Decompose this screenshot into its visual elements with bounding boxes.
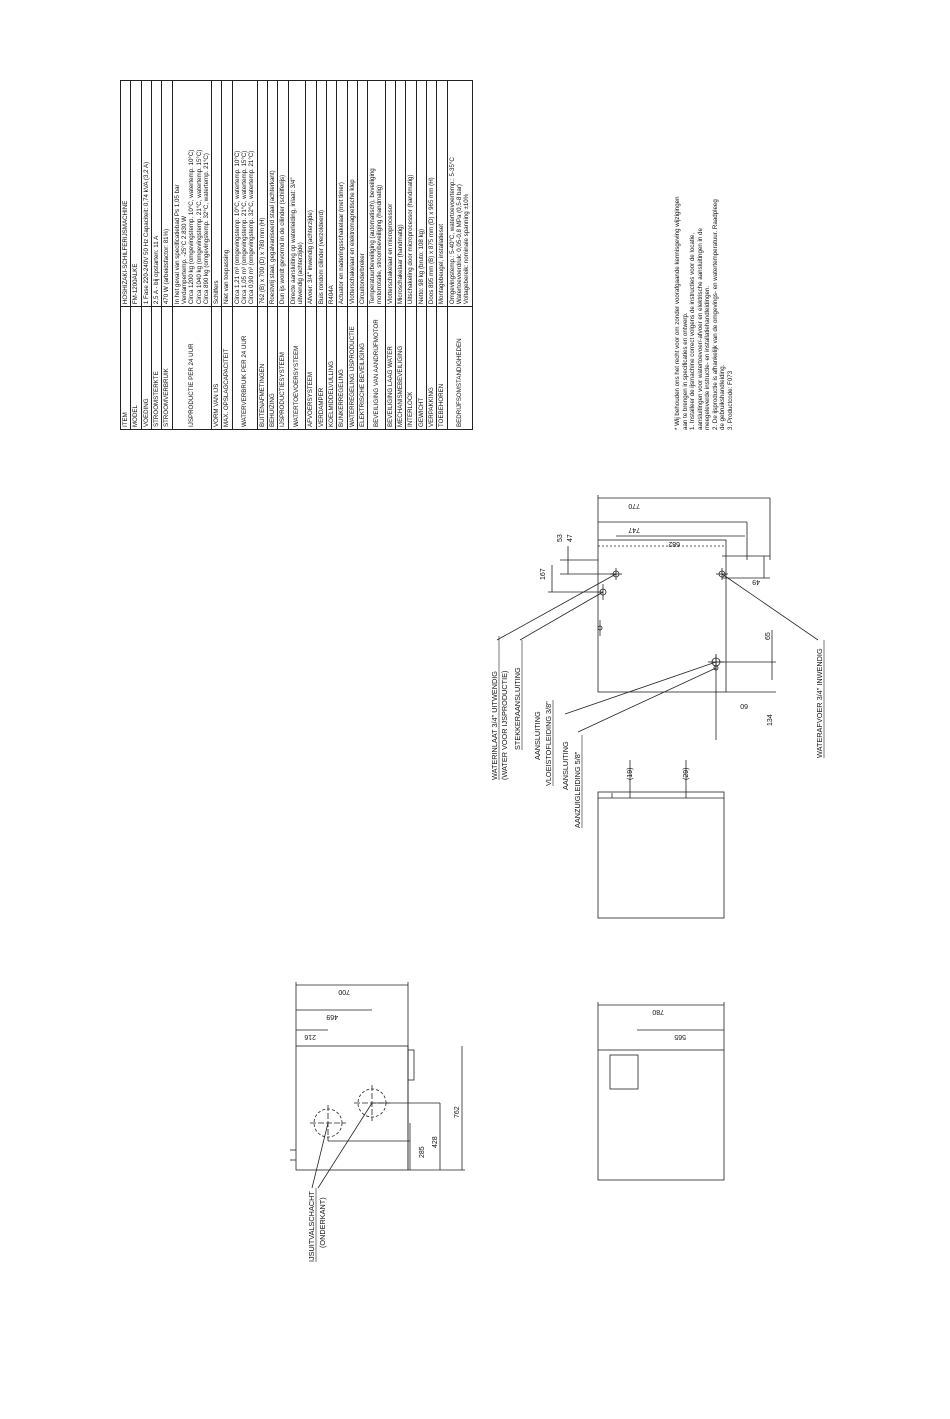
dim-682: 682 (668, 540, 680, 547)
spec-value-line: Vlotterschakelaar en microprocessor (386, 203, 394, 305)
spec-value-line: Circa 1,05 m³ (omgevingstemp. 21°C, watertemp. 15°C) (241, 150, 249, 305)
spec-value-line: Watertoevoerdruk: 0,05-0,8 MPa (0,5-8 bar) (455, 184, 463, 305)
spec-value-line: In het geval van specificatiebad Ps 1,05 bar (173, 184, 181, 305)
note-line: meegeleverde instructie- en installatiehandleidingen. (704, 285, 712, 430)
spec-value-line: Roestvrij staal, gegalvaniseerd staal (achterkant) (269, 170, 276, 305)
spec-label: BEDRIJFSOMSTANDIGHEDEN (447, 307, 472, 430)
spec-label: MODEL (131, 307, 141, 430)
note-line: 3. Productcode: F073 (726, 370, 734, 430)
spec-value-line: Microschakelaar (handmatig) (397, 224, 405, 305)
dim-285: 285 (419, 1146, 426, 1158)
dim-47: 47 (567, 534, 574, 542)
dim-700: 700 (338, 988, 350, 995)
spec-value-line: Montagebeugel, installatieset (438, 223, 446, 305)
spec-value-line: Netto: 98 kg (bruto: 108 kg) (417, 228, 425, 305)
spec-value-line: Circa 0,90 m³ (omgevingstemp. 32°C, watertemp. 21°C) (248, 150, 256, 305)
spec-value-line: Circa 1200 kg (omgevingstemp. 10°C, watertemp. 10°C) (188, 149, 196, 305)
spec-value-line: Doos 895 mm (B) x 875 mm (D) x 965 mm (H) (428, 177, 435, 305)
spec-value-line: R404A (327, 285, 335, 305)
spec-label: VERPAKKING (427, 307, 437, 430)
note-line: 2. De ijsproductie is afhankelijk van de omgevings- en watertemperatuur. Raadpleeg (711, 199, 719, 430)
spec-label: TOEBEHOREN (437, 307, 447, 430)
spec-label: WATERREGELING IJSPRODUCTIE (347, 307, 357, 430)
spec-value-line: Vlotterschakelaar en elektromagnetische klep (348, 179, 356, 305)
spec-label: VERDAMPER (316, 307, 326, 430)
spec-value-line: 762 (B) x 700 (D) x 780 mm (H) (258, 217, 266, 305)
note-line: 1. Installeer de ijsmachine correct volgens de instructies voor de locatie, (689, 232, 697, 430)
spec-value-line: Directe aansluiting op waterleiding, inlaat: 3/4" (289, 177, 297, 305)
dim-747: 747 (628, 526, 640, 533)
spec-label: BEVEILIGING VAN AANDRIJFMOTOR (368, 307, 386, 430)
spec-label: BUITENAFMETINGEN (257, 307, 267, 430)
spec-value-line: Dun ijs wordt gevormd in de cilinder (schilferijs) (279, 174, 287, 305)
spec-value-line: Actuator en naderingsschakelaar (met timer) (338, 182, 346, 305)
liquid-connection-label: AANSLUITING (533, 711, 542, 760)
spec-value-line: 2,5 A - bij opstarten: 11 A (152, 235, 160, 305)
dim-134: 134 (767, 714, 774, 726)
spec-label: MECHANISMEBEVEILIGING (396, 307, 406, 430)
spec-label: BEVEILIGING LAAG WATER (385, 307, 395, 430)
dim-428: 428 (432, 1136, 439, 1148)
spec-label: VORM VAN IJS (212, 307, 222, 430)
spec-value-line: Verdampertemp. -25°C 2.830 W (180, 216, 188, 305)
dim-60: 60 (740, 702, 748, 709)
spec-value-line: FM-1200ALKE (132, 263, 140, 305)
spec-value-line: HOSHIZAKI-SCHILFERIJSMACHINE (122, 200, 129, 305)
spec-label: IJSPRODUCTIESYSTEEM (278, 307, 288, 430)
spec-value-line: Voltagebereik: nominale spanning ±10% (463, 193, 471, 305)
spec-label: STROOMVERBRUIK (162, 307, 172, 430)
ice-chute-sub-label: (ONDERKANT) (318, 1197, 327, 1248)
dim-762: 762 (454, 1106, 461, 1118)
spec-label: AFVOERSYSTEEM (306, 307, 316, 430)
spec-value-line: Afvoer: 3/4" inwendig (achterzijde) (307, 210, 315, 305)
spec-label: BEHUIZING (268, 307, 278, 430)
spec-label: STROOMSTERKTE (151, 307, 161, 430)
dim-29: (29) (683, 767, 690, 780)
plug-connection-label: STEKKERAANSLUITING (513, 667, 522, 750)
water-inlet-label: WATERINLAAT 3/4" UITWENDIG (490, 671, 499, 780)
spec-value-line: 470 W (arbeidsfactor: 81%) (163, 228, 171, 305)
spec-label: BUNKERREGELING (337, 307, 347, 430)
spec-label: WATERTOEVOERSYSTEEM (288, 307, 306, 430)
spec-label: INTERLOCK (406, 307, 416, 430)
dim-49: 49 (752, 578, 760, 585)
spec-label: GEWICHT (416, 307, 426, 430)
spec-value-line: Omgevingstemp.: 5-40°C, watertoevoertemp.: 5-35°C (448, 157, 456, 305)
spec-label: ELEKTRISCHE BEVEILIGING (357, 307, 367, 430)
spec-value-line: Niet van toepassing (223, 249, 231, 305)
dim-770: 770 (628, 502, 640, 509)
spec-value-line: Uitschakeling door microprocessor (handmatig) (407, 174, 415, 305)
spec-value-line: 1 Fase 220-240V 50 Hz Capaciteit: 0,74 kVA (3,2 A) (142, 161, 150, 305)
spec-value-line: Circa 1040 kg (omgevingstemp. 21°C, watertemp. 15°C) (195, 149, 203, 305)
water-drain-label: WATERAFVOER 3/4" INWENDIG (815, 648, 824, 758)
water-inlet-sub-label: (WATER VOOR IJSPRODUCTIE) (500, 670, 509, 780)
spec-value-line: Circa 1,21 m³ (omgevingstemp. 10°C, watertemp. 10°C) (233, 150, 241, 305)
spec-label: IJSPRODUCTIE PER 24 UUR (172, 307, 212, 430)
side-view-drawing (598, 760, 724, 918)
spec-label: KOELMIDDELVULLING (326, 307, 336, 430)
spec-label: WATERVERBRUIK PER 24 UUR (232, 307, 257, 430)
top-view-drawing (290, 982, 465, 1188)
spec-label: VOEDING (141, 307, 151, 430)
note-line: aan te brengen in specificaties en ontwerp. (681, 312, 689, 430)
spec-value-line: Circuitonderbreker (358, 253, 366, 305)
spec-value-line: Buis rondom cilinder (verzoldeerd) (317, 209, 325, 305)
dim-19: (19) (627, 767, 634, 780)
dim-565: 565 (674, 1033, 686, 1040)
spec-value-line: Schilfers (213, 280, 221, 305)
liquid-line-label: VLOEISTOFLEIDING 3/8" (544, 701, 553, 786)
note-line: de gebruikshandleiding. (719, 364, 727, 430)
suction-line-label: AANZUIGLEIDING 5/8" (573, 751, 582, 828)
dim-65: 65 (765, 632, 772, 640)
spec-value-line: Circa 890 kg (omgevingstemp. 32°C, watertemp. 21°C) (202, 153, 210, 305)
note-line: * Wij behouden ons het recht voor om zonder voorafgaande kennisgeving wijzigingen (674, 196, 681, 430)
ice-chute-label: IJSUITVALSCHACHT (307, 1191, 316, 1262)
front-view-drawing (598, 1002, 724, 1180)
suction-connection-label: AANSLUITING (561, 741, 570, 790)
dim-53: 53 (557, 534, 564, 542)
note-line: aansluitingen voor watertoevoer/-afvoer en elektrische aansluitingen in de (696, 228, 704, 430)
spec-value-line: motorrotatie, stroombeveiliging (handmatig) (376, 184, 384, 305)
dim-167: 167 (540, 568, 547, 580)
spec-label: ITEM (121, 307, 131, 430)
spec-label: MAX. OPSLAGCAPACITEIT (222, 307, 232, 430)
spec-value-line: Temperatuurbeveiliging (automatisch), beveiliging (369, 168, 377, 305)
spec-value-line: uitwendig (achterzijde) (296, 242, 304, 305)
dim-780: 780 (652, 1008, 664, 1015)
dim-216: 216 (304, 1033, 316, 1040)
dim-469: 469 (326, 1013, 338, 1020)
